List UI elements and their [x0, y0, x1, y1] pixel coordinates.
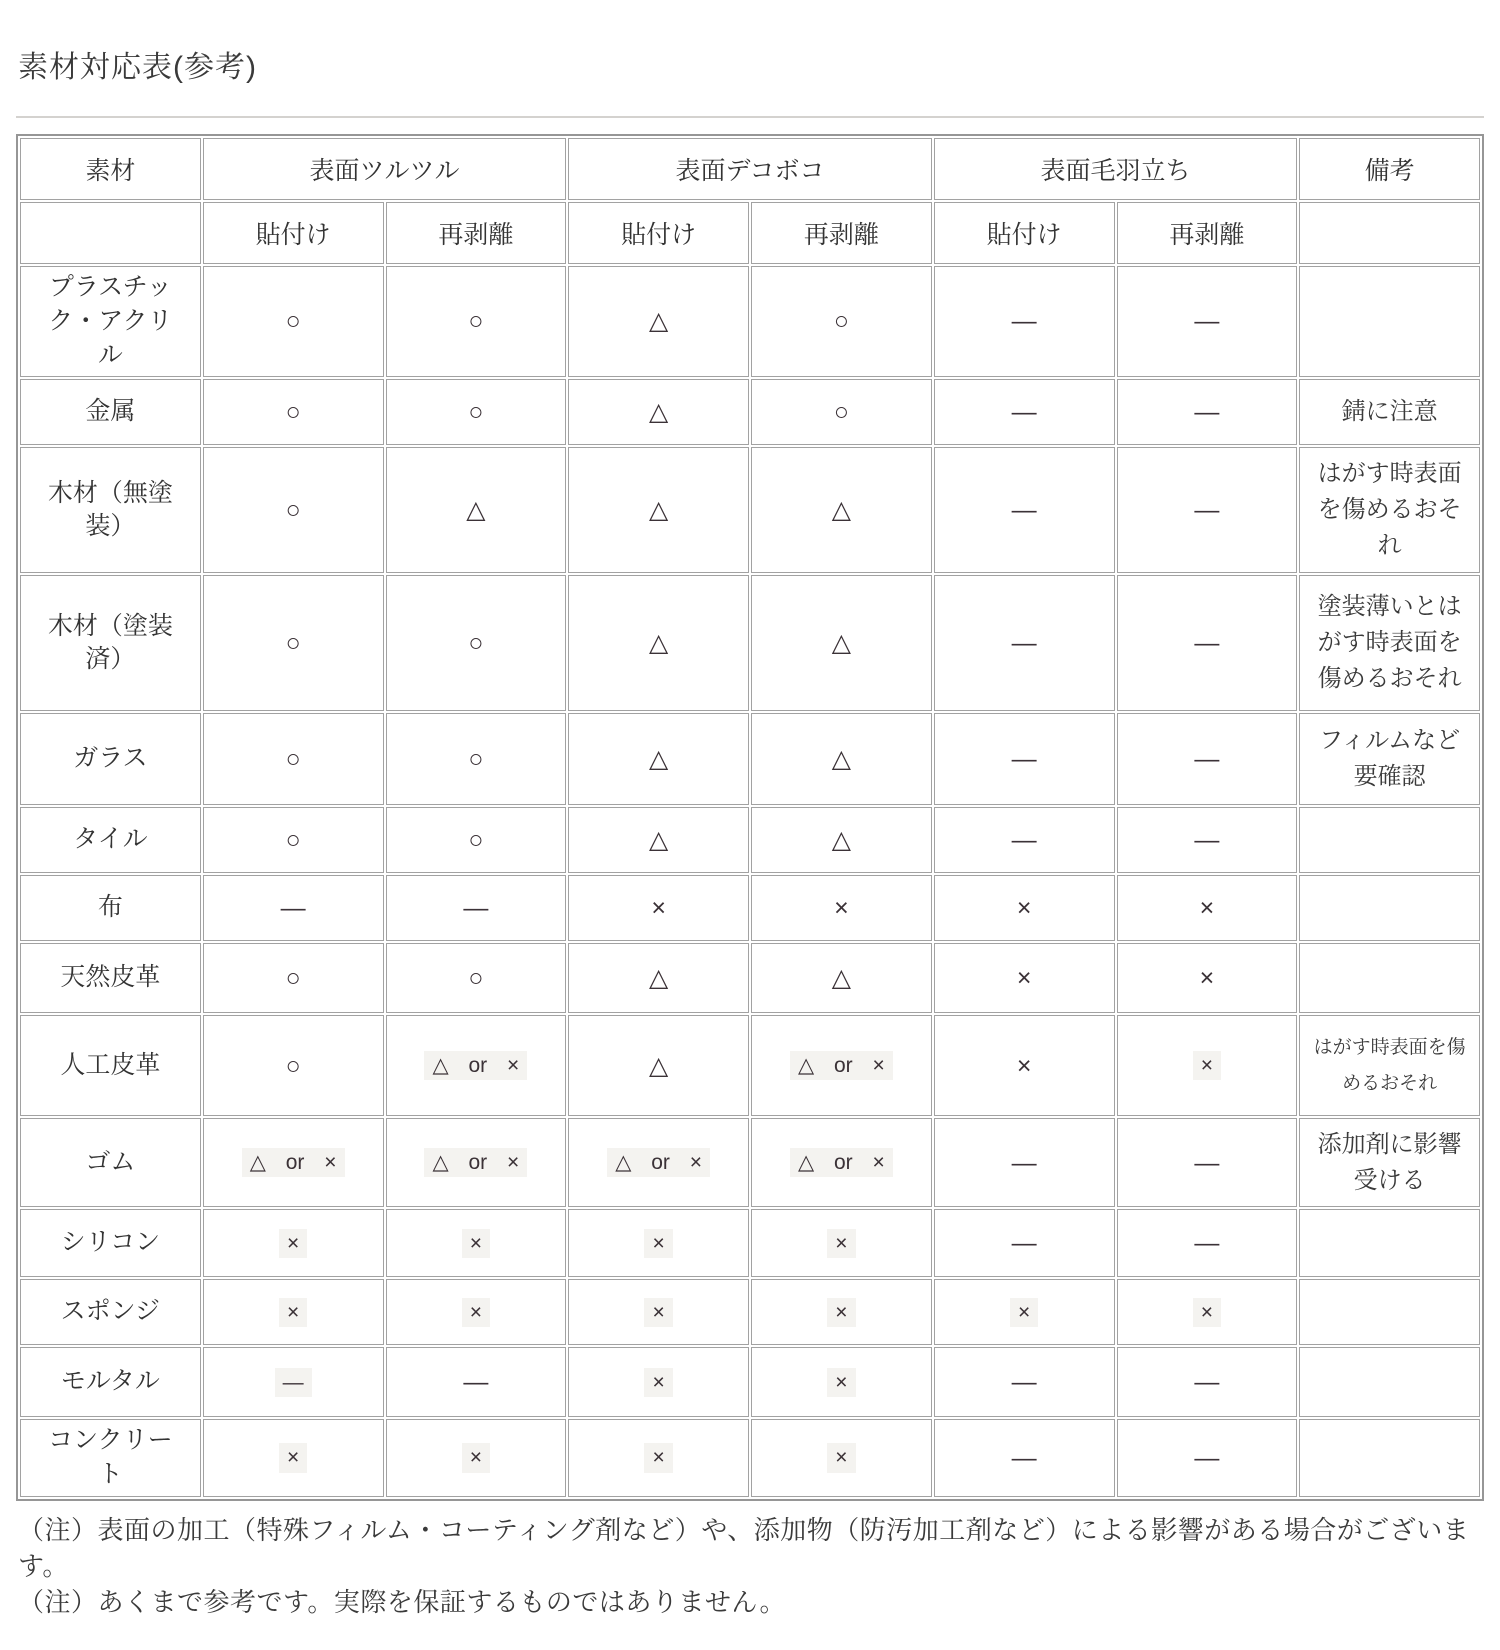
rating-symbol: △ [649, 629, 669, 657]
rating-symbol: — [1194, 745, 1220, 773]
note-cell [1299, 1279, 1480, 1345]
rating-symbol: — [1194, 307, 1220, 336]
rating-symbol: ○ [468, 629, 484, 657]
rating-symbol: △ or × [790, 1148, 893, 1177]
footnotes [18, 1513, 1484, 1621]
table-body [20, 266, 1480, 1497]
rating-cell [934, 875, 1115, 941]
rating-cell [386, 713, 567, 805]
rating-cell [568, 875, 749, 941]
rating-symbol: — [1194, 826, 1220, 854]
rating-symbol: — [1194, 629, 1220, 657]
rating-cell [203, 1347, 384, 1417]
rating-cell [934, 575, 1115, 711]
note-cell [1299, 1347, 1480, 1417]
rating-symbol: × [644, 1298, 672, 1327]
rating-cell [934, 379, 1115, 445]
rating-cell [203, 447, 384, 573]
table-row [20, 1015, 1480, 1116]
rating-cell [386, 1279, 567, 1345]
rating-symbol: × [1199, 964, 1215, 992]
rating-cell [568, 807, 749, 873]
sub-header-attach-2: 貼付け [934, 202, 1115, 264]
rating-cell [751, 807, 932, 873]
material-cell: ゴム [20, 1118, 201, 1207]
rating-symbol: × [1016, 964, 1032, 992]
table-row [20, 807, 1480, 873]
rating-cell [751, 1347, 932, 1417]
rating-cell [751, 943, 932, 1013]
rating-cell [1117, 1347, 1298, 1417]
rating-symbol: ○ [468, 964, 484, 992]
table-row [20, 713, 1480, 805]
rating-symbol: ○ [468, 826, 484, 854]
rating-cell [751, 266, 932, 377]
rating-cell [386, 1347, 567, 1417]
rating-symbol: × [827, 1229, 855, 1258]
note-cell: 塗装薄いとはがす時表面を傷めるおそれ [1299, 575, 1480, 711]
rating-symbol: △ or × [242, 1148, 345, 1177]
notes-column-header: 備考 [1299, 138, 1480, 200]
material-cell: モルタル [20, 1347, 201, 1417]
material-cell: 人工皮革 [20, 1015, 201, 1116]
rating-cell [203, 875, 384, 941]
header-row-subcolumns [20, 202, 1480, 264]
materials-table [16, 134, 1484, 1501]
material-cell: 天然皮革 [20, 943, 201, 1013]
rating-symbol: ○ [285, 826, 301, 854]
rating-cell [203, 1118, 384, 1207]
table-header [20, 138, 1480, 264]
rating-cell [751, 575, 932, 711]
rating-cell [568, 1347, 749, 1417]
rating-symbol: — [1011, 1229, 1037, 1257]
rating-cell [751, 713, 932, 805]
rating-symbol: ○ [833, 307, 849, 336]
rating-cell [934, 943, 1115, 1013]
group-header-1: 表面デコボコ [568, 138, 932, 200]
rating-symbol: — [1011, 1368, 1037, 1396]
note-cell [1299, 807, 1480, 873]
rating-cell [934, 1209, 1115, 1277]
rating-cell [934, 713, 1115, 805]
rating-symbol: △ [649, 496, 669, 524]
rating-cell [934, 1347, 1115, 1417]
rating-symbol: — [463, 894, 489, 922]
rating-cell [1117, 807, 1298, 873]
rating-cell [751, 379, 932, 445]
rating-symbol: — [1011, 307, 1037, 336]
material-cell: タイル [20, 807, 201, 873]
sub-header-attach-1: 貼付け [568, 202, 749, 264]
rating-cell [568, 943, 749, 1013]
rating-symbol: △ [831, 964, 851, 992]
rating-symbol: △ [466, 496, 486, 524]
rating-symbol: — [1194, 1229, 1220, 1257]
rating-symbol: — [1194, 1443, 1220, 1472]
note-cell: 錆に注意 [1299, 379, 1480, 445]
sub-header-repeel-2: 再剥離 [1117, 202, 1298, 264]
rating-cell [1117, 1279, 1298, 1345]
rating-symbol: ○ [285, 745, 301, 773]
material-cell: 木材（無塗装） [20, 447, 201, 573]
rating-symbol: △ [649, 307, 669, 336]
rating-cell [568, 575, 749, 711]
title-divider [16, 116, 1484, 118]
rating-cell [386, 575, 567, 711]
rating-symbol: △ [649, 398, 669, 426]
rating-symbol: ○ [468, 745, 484, 773]
rating-cell [203, 1419, 384, 1497]
rating-symbol: △ or × [424, 1148, 527, 1177]
material-cell: スポンジ [20, 1279, 201, 1345]
table-row [20, 447, 1480, 573]
note-cell [1299, 1419, 1480, 1497]
rating-symbol: — [1011, 826, 1037, 854]
rating-symbol: ○ [285, 629, 301, 657]
rating-cell [568, 447, 749, 573]
rating-cell [1117, 379, 1298, 445]
rating-cell [386, 266, 567, 377]
rating-cell [568, 266, 749, 377]
rating-symbol: × [827, 1443, 855, 1472]
rating-symbol: × [644, 1229, 672, 1258]
rating-symbol: △ [649, 1051, 669, 1080]
rating-cell [386, 1419, 567, 1497]
rating-cell [1117, 943, 1298, 1013]
rating-cell [934, 807, 1115, 873]
rating-cell [568, 1015, 749, 1116]
rating-cell [934, 447, 1115, 573]
rating-cell [751, 875, 932, 941]
table-row [20, 379, 1480, 445]
rating-symbol: × [279, 1229, 307, 1258]
rating-cell [568, 379, 749, 445]
rating-cell [751, 1209, 932, 1277]
rating-symbol: × [827, 1298, 855, 1327]
rating-symbol: × [279, 1298, 307, 1327]
rating-cell [203, 266, 384, 377]
rating-symbol: △ [831, 745, 851, 773]
rating-symbol: × [644, 1368, 672, 1397]
rating-symbol: △ [831, 629, 851, 657]
rating-symbol: × [834, 894, 849, 922]
rating-symbol: △ or × [607, 1148, 710, 1177]
rating-symbol: △ or × [424, 1051, 527, 1080]
note-cell [1299, 266, 1480, 377]
rating-cell [568, 1279, 749, 1345]
rating-cell [203, 807, 384, 873]
group-header-2: 表面毛羽立ち [934, 138, 1298, 200]
rating-symbol: — [275, 1368, 312, 1397]
rating-symbol: ○ [468, 307, 484, 336]
empty-header-cell [20, 202, 201, 264]
rating-cell [386, 943, 567, 1013]
rating-symbol: ○ [285, 964, 301, 992]
rating-cell [1117, 713, 1298, 805]
table-row [20, 1118, 1480, 1207]
rating-cell [1117, 875, 1298, 941]
rating-cell [934, 266, 1115, 377]
rating-cell [751, 1419, 932, 1497]
rating-cell [1117, 1209, 1298, 1277]
table-row [20, 1419, 1480, 1497]
rating-symbol: ○ [285, 398, 301, 426]
rating-symbol: — [1011, 745, 1037, 773]
rating-symbol: × [279, 1443, 307, 1472]
rating-cell [934, 1419, 1115, 1497]
table-row [20, 943, 1480, 1013]
header-row-groups [20, 138, 1480, 200]
rating-cell [203, 1209, 384, 1277]
rating-cell [203, 575, 384, 711]
page-title: 素材対応表(参考) [18, 51, 257, 84]
footnote-2: （注）あくまで参考です。実際を保証するものではありません。 [18, 1586, 786, 1617]
rating-cell [751, 1279, 932, 1345]
rating-symbol: × [1199, 894, 1215, 922]
rating-symbol: — [280, 894, 306, 922]
note-cell [1299, 1209, 1480, 1277]
table-row [20, 1347, 1480, 1417]
rating-symbol: △ [831, 496, 851, 524]
rating-cell [203, 943, 384, 1013]
rating-symbol: △ [649, 826, 669, 854]
rating-symbol: — [1011, 1443, 1037, 1472]
rating-symbol: × [827, 1368, 855, 1397]
rating-symbol: — [1194, 1148, 1220, 1177]
rating-cell [386, 807, 567, 873]
rating-cell [568, 713, 749, 805]
rating-symbol: — [1194, 1368, 1220, 1396]
table-row [20, 1209, 1480, 1277]
rating-symbol: △ or × [790, 1051, 893, 1080]
material-cell: 金属 [20, 379, 201, 445]
rating-cell [568, 1419, 749, 1497]
rating-symbol: ○ [468, 398, 484, 426]
table-row [20, 266, 1480, 377]
rating-symbol: — [1011, 398, 1037, 426]
rating-cell [934, 1015, 1115, 1116]
sub-header-repeel-1: 再剥離 [751, 202, 932, 264]
rating-symbol: × [462, 1443, 490, 1472]
rating-cell [386, 1118, 567, 1207]
note-cell [1299, 943, 1480, 1013]
note-cell: はがす時表面を傷めるおそれ [1299, 447, 1480, 573]
rating-cell [1117, 1015, 1298, 1116]
rating-symbol: — [463, 1368, 489, 1396]
material-cell: コンクリート [20, 1419, 201, 1497]
rating-symbol: × [1193, 1298, 1221, 1327]
rating-cell [386, 447, 567, 573]
material-cell: シリコン [20, 1209, 201, 1277]
rating-symbol: × [651, 894, 666, 922]
rating-symbol: × [462, 1298, 490, 1327]
rating-cell [934, 1279, 1115, 1345]
rating-cell [751, 447, 932, 573]
rating-cell [386, 379, 567, 445]
rating-cell [751, 1015, 932, 1116]
material-cell: ガラス [20, 713, 201, 805]
table-row [20, 575, 1480, 711]
rating-symbol: △ [649, 745, 669, 773]
group-header-0: 表面ツルツル [203, 138, 567, 200]
rating-symbol: △ [831, 826, 851, 854]
note-cell [1299, 875, 1480, 941]
rating-symbol: × [1016, 1051, 1032, 1080]
rating-symbol: ○ [285, 496, 301, 524]
rating-cell [203, 713, 384, 805]
note-cell: フィルムなど要確認 [1299, 713, 1480, 805]
sub-header-attach-0: 貼付け [203, 202, 384, 264]
rating-symbol: — [1011, 496, 1037, 524]
rating-symbol: × [462, 1229, 490, 1258]
rating-cell [1117, 1419, 1298, 1497]
empty-header-cell [1299, 202, 1480, 264]
rating-cell [1117, 575, 1298, 711]
rating-cell [386, 1209, 567, 1277]
rating-cell [1117, 447, 1298, 573]
rating-cell [203, 1279, 384, 1345]
rating-symbol: ○ [833, 398, 849, 426]
rating-symbol: ○ [285, 1051, 301, 1080]
rating-symbol: — [1011, 1148, 1037, 1177]
rating-symbol: × [644, 1443, 672, 1472]
rating-cell [1117, 266, 1298, 377]
table-row [20, 875, 1480, 941]
rating-cell [386, 875, 567, 941]
rating-symbol: △ [649, 964, 669, 992]
sub-header-repeel-0: 再剥離 [386, 202, 567, 264]
material-cell: プラスチック・アクリル [20, 266, 201, 377]
rating-cell [203, 1015, 384, 1116]
rating-symbol: — [1194, 398, 1220, 426]
material-cell: 木材（塗装済） [20, 575, 201, 711]
material-cell: 布 [20, 875, 201, 941]
footnote-1: （注）表面の加工（特殊フィルム・コーティング剤など）や、添加物（防汚加工剤など）による影響がある場合がございます。 [18, 1514, 1470, 1581]
rating-cell [1117, 1118, 1298, 1207]
rating-symbol: ○ [285, 307, 301, 336]
material-column-header: 素材 [20, 138, 201, 200]
table-row [20, 1279, 1480, 1345]
rating-cell [203, 379, 384, 445]
rating-cell [568, 1118, 749, 1207]
rating-cell [751, 1118, 932, 1207]
rating-symbol: — [1011, 629, 1037, 657]
rating-cell [568, 1209, 749, 1277]
rating-symbol: — [1194, 496, 1220, 524]
note-cell: はがす時表面を傷めるおそれ [1299, 1015, 1480, 1116]
rating-symbol: × [1193, 1051, 1221, 1080]
rating-cell [386, 1015, 567, 1116]
rating-cell [934, 1118, 1115, 1207]
rating-symbol: × [1010, 1298, 1038, 1327]
rating-symbol: × [1016, 894, 1032, 922]
note-cell: 添加剤に影響受ける [1299, 1118, 1480, 1207]
